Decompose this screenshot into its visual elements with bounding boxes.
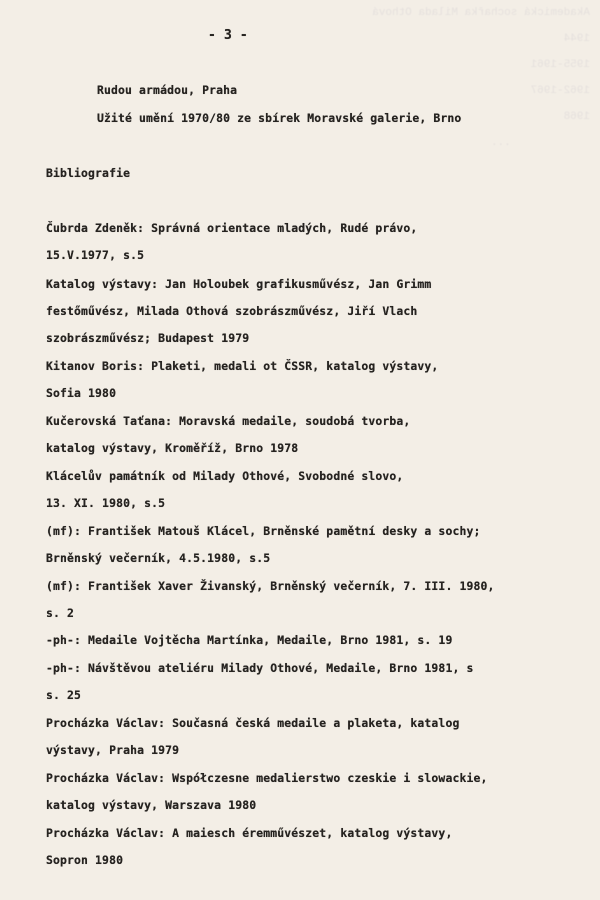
bibliography-entry: Katalog výstavy: Jan Holoubek grafikusművész, Jan Grimm [46,277,432,291]
bibliography-entry: Sopron 1980 [46,853,124,867]
bibliography-entry: festőművész, Milada Othová szobrászművész, Jiří Vlach [46,304,418,318]
bibliography-entry: katalog výstavy, Kroměříž, Brno 1978 [46,441,299,455]
bibliography-entry: Sofia 1980 [46,386,117,400]
bibliography-entry: (mf): František Matouš Klácel, Brněnské pamětní desky a sochy; [46,524,481,538]
bibliography-entry: Procházka Václav: Současná česká medaile a plaketa, katalog [46,716,460,730]
bibliography-entry: (mf): František Xaver Živanský, Brněnský večerník, 7. III. 1980, [46,579,495,593]
bibliography-entry: 13. XI. 1980, s.5 [46,496,166,510]
text-line: Rudou armádou, Praha [97,83,238,97]
bibliography-entry: 15.V.1977, s.5 [46,248,145,262]
bibliography-entry: Kučerovská Taťana: Moravská medaile, soudobá tvorba, [46,414,411,428]
reverse-side-show-through: Akademická sochařka Milada Othová 1944 1955-1961 1962-1967 1968 ... [372,7,590,149]
bibliography-entry: -ph-: Medaile Vojtěcha Martínka, Medaile, Brno 1981, s. 19 [46,633,453,647]
bibliography-entry: szobrászművész; Budapest 1979 [46,331,250,345]
bibliography-entry: Kitanov Boris: Plaketi, medali ot ČSSR, katalog výstavy, [46,359,439,373]
bibliography-entry: výstavy, Praha 1979 [46,743,180,757]
bibliography-entry: Čubrda Zdeněk: Správná orientace mladých, Rudé právo, [46,221,418,235]
bibliography-entry: Procházka Václav: A maiesch éremművészet, katalog výstavy, [46,826,453,840]
bibliography-entry: s. 2 [46,606,75,620]
bibliography-entry: Procházka Václav: Współczesne medalierstwo czeskie i slowackie, [46,771,488,785]
bibliography-entry: Brněnský večerník, 4.5.1980, s.5 [46,551,271,565]
bibliography-entry: Klácelův památník od Milady Othové, Svobodné slovo, [46,469,404,483]
text-line: Užité umění 1970/80 ze sbírek Moravské galerie, Brno [97,111,462,125]
bibliography-entry: -ph-: Návštěvou ateliéru Milady Othové, Medaile, Brno 1981, s [46,661,474,675]
section-heading-bibliografie: Bibliografie [46,166,131,180]
page-number: - 3 - [208,28,248,43]
bibliography-entry: s. 25 [46,688,82,702]
bibliography-entry: katalog výstavy, Warszava 1980 [46,798,257,812]
